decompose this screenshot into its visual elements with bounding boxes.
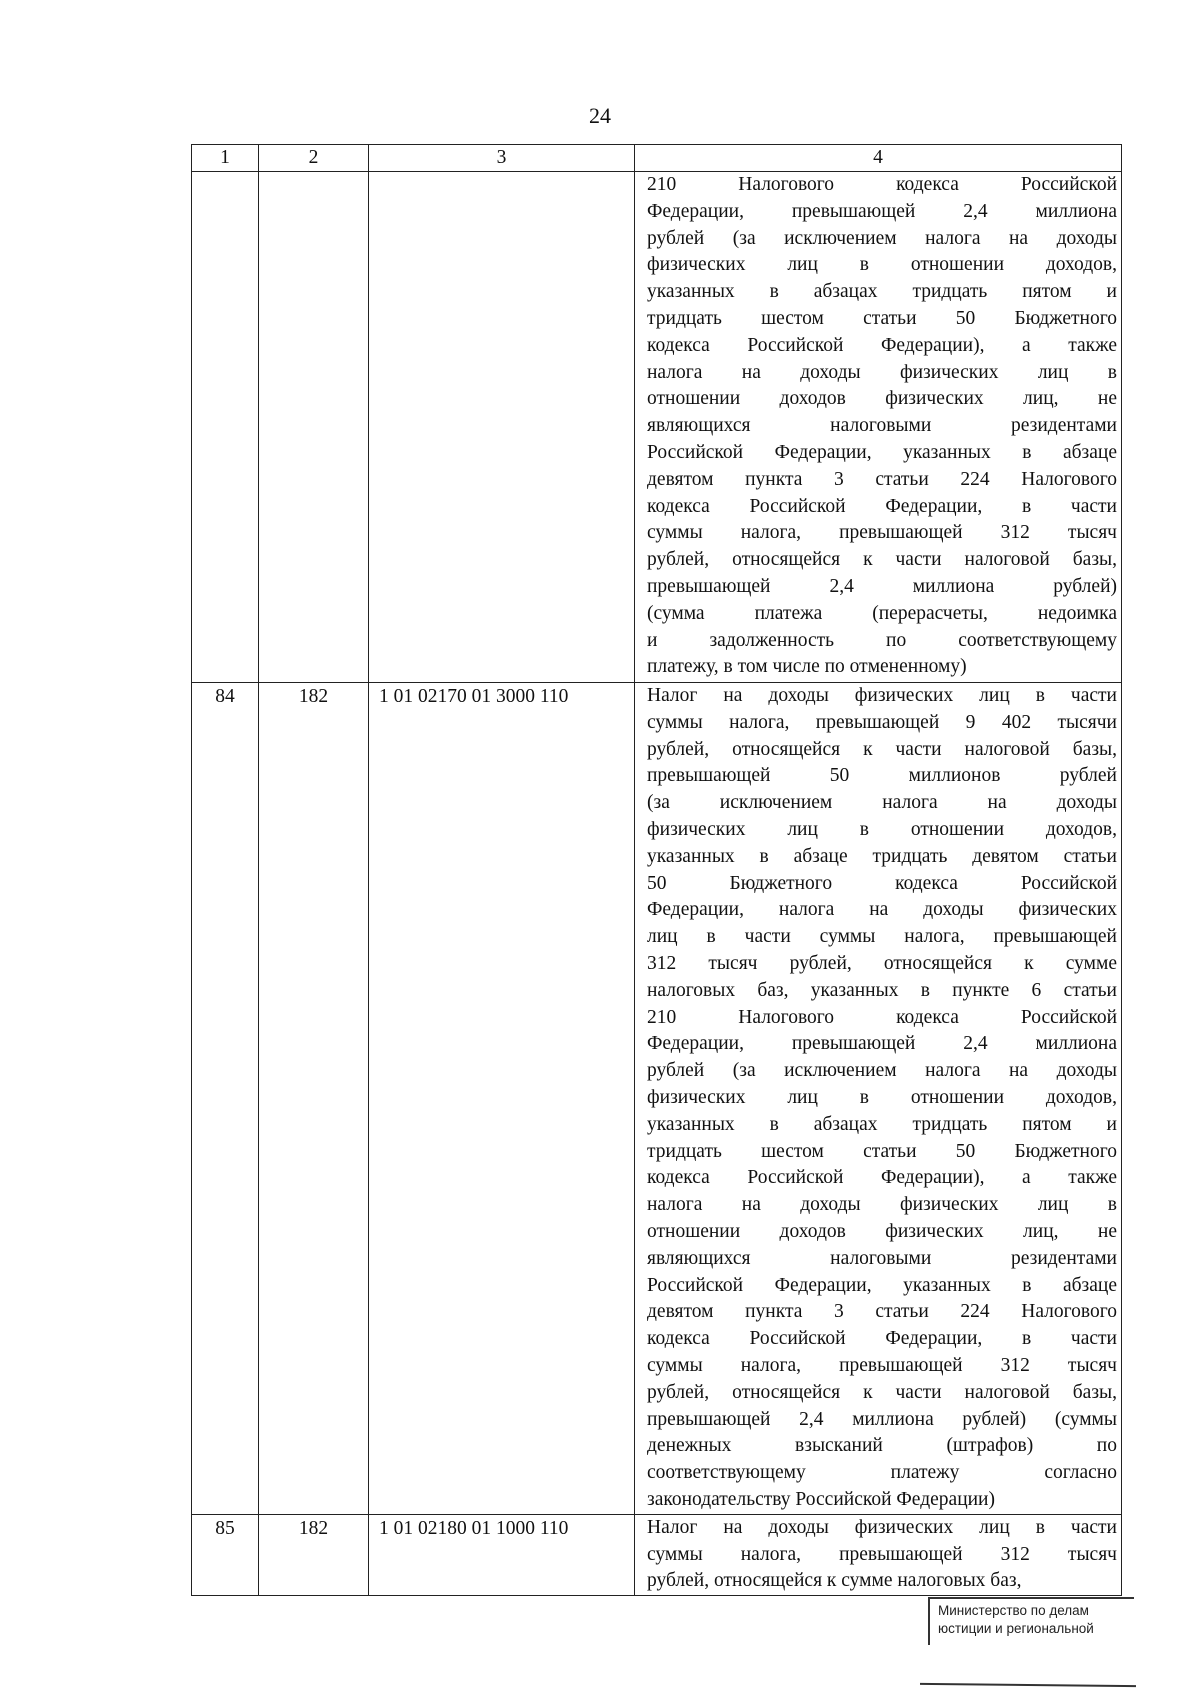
budget-code <box>369 172 635 683</box>
description-line: рублей, относящейся к сумме налоговых баз, <box>647 1570 1022 1592</box>
description-line: рублей (за исключением налога на доходы <box>647 1060 1117 1082</box>
description-line: Российской Федерации, указанных в абзаце <box>647 441 1117 463</box>
description-line: физических лиц в отношении доходов, <box>647 1086 1117 1108</box>
admin-code: 182 <box>259 683 369 1515</box>
description-line: (за исключением налога на доходы <box>647 792 1117 814</box>
description-line: девятом пункта 3 статьи 224 Налогового <box>647 468 1117 490</box>
description-cell <box>635 1514 1122 1595</box>
stamp-line-2: юстиции и региональной <box>938 1621 1094 1636</box>
description-line: превышающей 50 миллионов рублей <box>647 765 1117 787</box>
description-line: (сумма платежа (перерасчеты, недоимка <box>647 602 1117 624</box>
description-line: являющихся налоговыми резидентами <box>647 1247 1117 1269</box>
description-line: суммы налога, превышающей 312 тысяч <box>647 522 1117 544</box>
header-col-3: 3 <box>369 145 635 172</box>
description-line: соответствующему платежу согласно <box>647 1462 1117 1484</box>
description-line: рублей (за исключением налога на доходы <box>647 227 1117 249</box>
ministry-stamp <box>928 1597 1134 1645</box>
description-line: 50 Бюджетного кодекса Российской <box>647 872 1117 894</box>
description-line: денежных взысканий (штрафов) по <box>647 1435 1117 1457</box>
description-line: налога на доходы физических лиц в <box>647 1194 1117 1216</box>
description-line: Налог на доходы физических лиц в части <box>647 1516 1117 1538</box>
description-line: законодательству Российской Федерации) <box>647 1488 995 1510</box>
description-line: кодекса Российской Федерации, в части <box>647 1328 1117 1350</box>
table-header-row <box>192 145 1122 172</box>
description-line: налоговых баз, указанных в пункте 6 статьи <box>647 979 1117 1001</box>
page-number: 24 <box>589 103 611 128</box>
description-line: Федерации, превышающей 2,4 миллиона <box>647 200 1117 222</box>
table-row <box>192 172 1122 683</box>
description-line: физических лиц в отношении доходов, <box>647 818 1117 840</box>
description-line: физических лиц в отношении доходов, <box>647 254 1117 276</box>
description-line: и задолженность по соответствующему <box>647 629 1117 651</box>
description-line: рублей, относящейся к части налоговой базы, <box>647 738 1117 760</box>
description-line: рублей, относящейся к части налоговой базы, <box>647 549 1117 571</box>
budget-codes-table <box>191 144 1122 1596</box>
header-col-4: 4 <box>635 145 1122 172</box>
description-line: Налог на доходы физических лиц в части <box>647 685 1117 706</box>
admin-code: 182 <box>259 1514 369 1595</box>
description-line: кодекса Российской Федерации, в части <box>647 495 1117 517</box>
stamp-rule <box>920 1683 1136 1687</box>
description-line: отношении доходов физических лиц, не <box>647 388 1117 410</box>
description-line: превышающей 2,4 миллиона рублей) <box>647 575 1117 597</box>
budget-code: 1 01 02170 01 3000 110 <box>369 683 635 1515</box>
description-line: Федерации, налога на доходы физических <box>647 899 1117 921</box>
description-line: девятом пункта 3 статьи 224 Налогового <box>647 1301 1117 1323</box>
description-line: 312 тысяч рублей, относящейся к сумме <box>647 952 1117 974</box>
description-line: Федерации, превышающей 2,4 миллиона <box>647 1033 1117 1055</box>
description-line: превышающей 2,4 миллиона рублей) (суммы <box>647 1408 1117 1430</box>
description-line: тридцать шестом статьи 50 Бюджетного <box>647 307 1117 329</box>
row-number <box>192 172 259 683</box>
description-cell <box>635 683 1122 1515</box>
description-line: суммы налога, превышающей 9 402 тысячи <box>647 711 1117 733</box>
description-line: Российской Федерации, указанных в абзаце <box>647 1274 1117 1296</box>
admin-code <box>259 172 369 683</box>
description-line: 210 Налогового кодекса Российской <box>647 174 1117 195</box>
header-col-1: 1 <box>192 145 259 172</box>
description-line: кодекса Российской Федерации), а также <box>647 334 1117 356</box>
description-line: рублей, относящейся к части налоговой базы, <box>647 1381 1117 1403</box>
description-line: являющихся налоговыми резидентами <box>647 415 1117 437</box>
row-number: 84 <box>192 683 259 1515</box>
description-line: указанных в абзацах тридцать пятом и <box>647 1113 1117 1135</box>
stamp-line-1: Министерство по делам <box>938 1603 1089 1618</box>
description-line: налога на доходы физических лиц в <box>647 361 1117 383</box>
description-line: лиц в части суммы налога, превышающей <box>647 926 1117 948</box>
header-col-2: 2 <box>259 145 369 172</box>
description-cell <box>635 172 1122 683</box>
description-line: указанных в абзаце тридцать девятом статьи <box>647 845 1117 867</box>
description-line: указанных в абзацах тридцать пятом и <box>647 281 1117 303</box>
description-line: кодекса Российской Федерации), а также <box>647 1167 1117 1189</box>
description-line: 210 Налогового кодекса Российской <box>647 1006 1117 1028</box>
table-row <box>192 1514 1122 1595</box>
description-line: платежу, в том числе по отмененному) <box>647 656 967 678</box>
description-line: отношении доходов физических лиц, не <box>647 1220 1117 1242</box>
description-line: суммы налога, превышающей 312 тысяч <box>647 1543 1117 1565</box>
budget-code: 1 01 02180 01 1000 110 <box>369 1514 635 1595</box>
description-line: суммы налога, превышающей 312 тысяч <box>647 1354 1117 1376</box>
description-line: тридцать шестом статьи 50 Бюджетного <box>647 1140 1117 1162</box>
table-row <box>192 683 1122 1515</box>
row-number: 85 <box>192 1514 259 1595</box>
